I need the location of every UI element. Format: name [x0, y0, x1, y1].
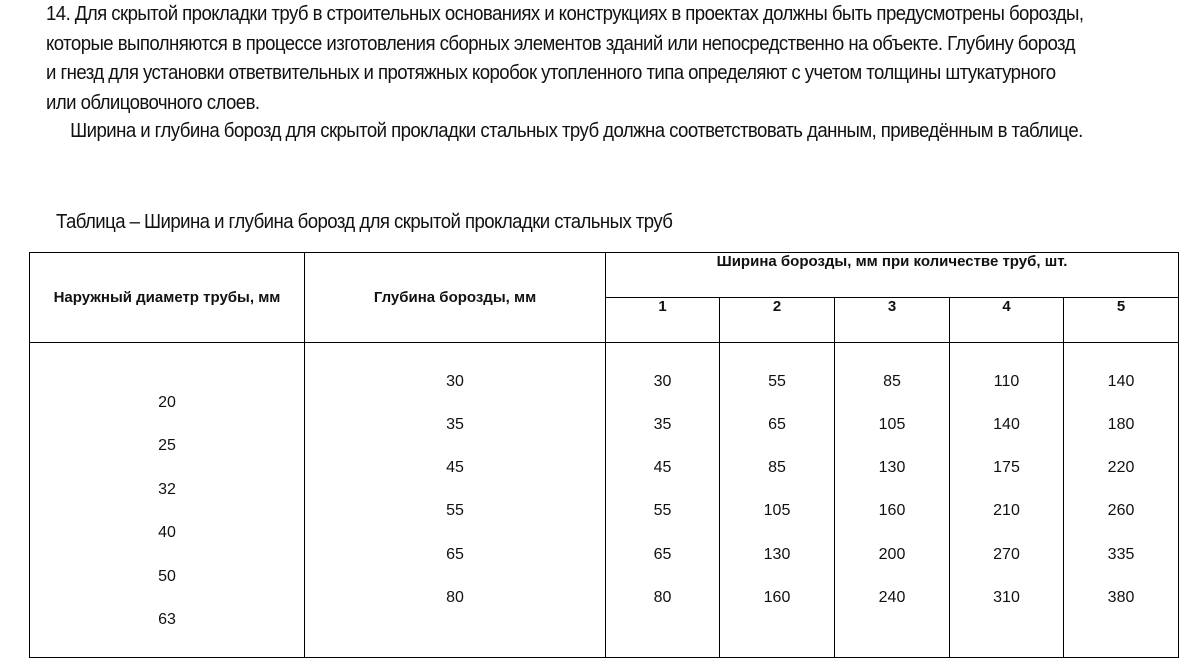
width-value: 65	[768, 416, 786, 433]
width-value: 110	[993, 373, 1020, 390]
paragraph-14: 14. Для скрытой прокладки труб в строительных основаниях и конструкциях в проектах должны быть предусмотрены борозды, которые выполняются в процессе изготовления сборных элементов зданий или непосредственно на объекте. Глубину борозд и гнезд для установки ответвительных и протяжных коробок утопленного типа определяют с учетом толщины штукатурного или облицовочного слоев.	[46, 3, 1084, 114]
depth-value: 45	[446, 459, 464, 476]
width-value: 270	[993, 546, 1020, 563]
depth-value: 65	[446, 546, 464, 563]
header-groove-width: Ширина борозды, мм при количестве труб, шт.	[606, 253, 1179, 298]
width-column-4	[950, 343, 1064, 658]
width-value: 130	[763, 546, 791, 563]
width-value: 30	[653, 373, 672, 390]
header-count-5: 5	[1064, 298, 1179, 343]
width-value: 160	[763, 589, 791, 606]
header-count-3: 3	[835, 298, 950, 343]
diameter-value: 32	[158, 481, 176, 498]
header-count-1: 1	[606, 298, 720, 343]
width-column-1	[606, 343, 720, 658]
header-count-4: 4	[950, 298, 1064, 343]
width-value: 85	[768, 459, 786, 476]
depth-value: 30	[446, 373, 464, 390]
diameter-value: 63	[158, 611, 176, 628]
width-value: 240	[878, 589, 906, 606]
width-column-2	[720, 343, 835, 658]
depth-column	[305, 343, 606, 658]
width-value: 380	[1107, 589, 1135, 606]
width-value: 140	[993, 416, 1020, 433]
depth-value: 35	[446, 416, 464, 433]
width-value: 65	[653, 546, 672, 563]
diameter-value: 50	[158, 568, 176, 585]
width-value: 180	[1107, 416, 1135, 433]
width-value: 45	[653, 459, 672, 476]
header-count-2: 2	[720, 298, 835, 343]
header-outer-diameter: Наружный диаметр трубы, мм	[30, 253, 305, 343]
width-value: 175	[993, 459, 1020, 476]
width-value: 210	[993, 502, 1020, 519]
width-value: 130	[878, 459, 906, 476]
width-value: 335	[1107, 546, 1135, 563]
width-column-3	[835, 343, 950, 658]
diameter-value: 20	[158, 394, 176, 411]
width-value: 105	[763, 502, 791, 519]
header-groove-depth: Глубина борозды, мм	[305, 253, 606, 343]
diameter-column	[30, 343, 305, 658]
width-value: 310	[993, 589, 1020, 606]
paragraph-table-intro: Ширина и глубина борозд для скрытой прокладки стальных труб должна соответствовать данным, приведённым в таблице.	[70, 120, 1083, 142]
diameter-value: 40	[158, 524, 176, 541]
width-value: 260	[1107, 502, 1135, 519]
width-value: 160	[878, 502, 906, 519]
width-value: 55	[653, 502, 672, 519]
width-value: 80	[653, 589, 672, 606]
depth-value: 80	[446, 589, 464, 606]
width-value: 200	[878, 546, 906, 563]
width-value: 220	[1107, 459, 1135, 476]
width-value: 55	[768, 373, 786, 390]
groove-dimensions-table	[29, 252, 1179, 658]
width-value: 85	[883, 373, 901, 390]
depth-value: 55	[446, 502, 464, 519]
width-value: 35	[653, 416, 672, 433]
width-column-5	[1064, 343, 1179, 658]
diameter-value: 25	[158, 437, 176, 454]
table-caption: Таблица – Ширина и глубина борозд для скрытой прокладки стальных труб	[56, 211, 673, 233]
width-value: 105	[878, 416, 906, 433]
width-value: 140	[1107, 373, 1135, 390]
